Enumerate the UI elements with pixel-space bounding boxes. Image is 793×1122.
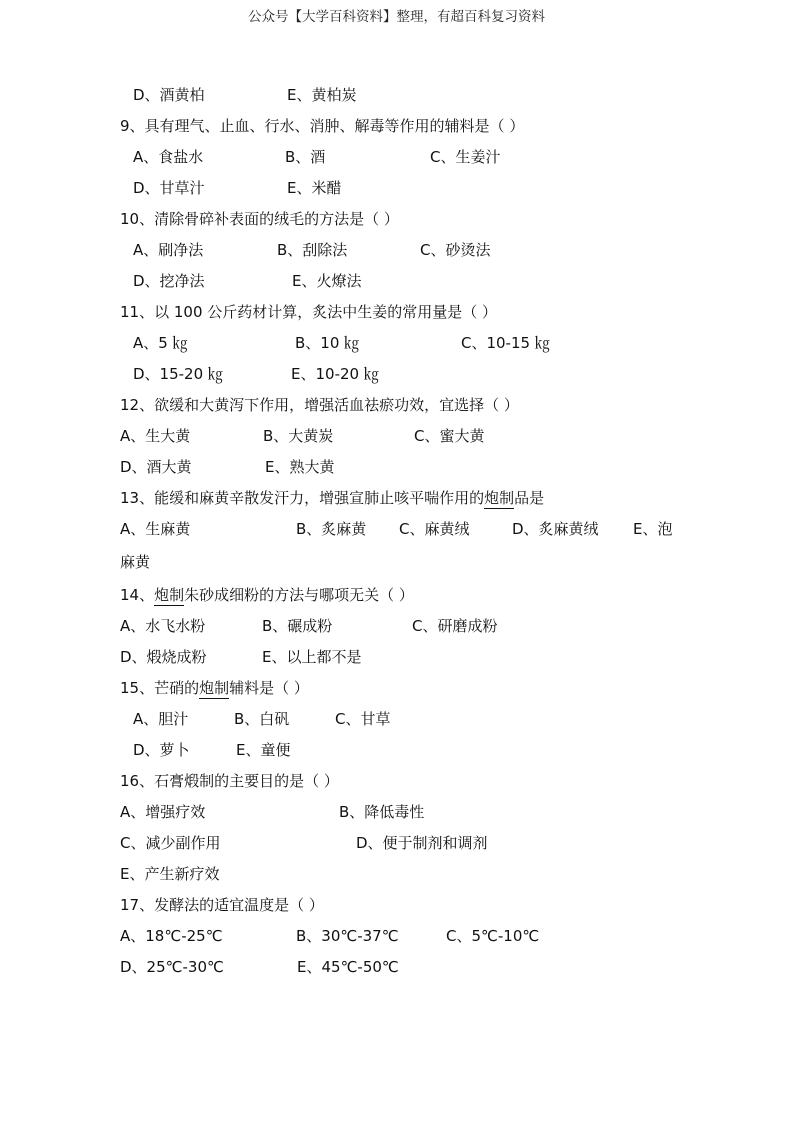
underlined-term: 炮制 — [199, 679, 230, 697]
question-list — [0, 84, 793, 987]
option-e: E、泡 — [633, 520, 673, 538]
stem-text: 14、 — [120, 586, 155, 604]
stem-text: 15、芒硝的 — [120, 679, 200, 697]
option-b: B、白矾 — [234, 710, 290, 728]
option-b: B、30℃-37℃ — [296, 927, 399, 945]
stem-text: 辅料是（ ） — [229, 679, 309, 697]
option-d: D、酒黄柏 — [133, 86, 205, 104]
option-a: A、刷净法 — [133, 241, 204, 259]
question-stem: 10、清除骨碎补表面的绒毛的方法是（ ） — [120, 210, 399, 228]
option-c: C、砂烫法 — [420, 241, 491, 259]
option-c: C、生姜汁 — [430, 148, 501, 166]
stem-text: 朱砂成细粉的方法与哪项无关（ ） — [184, 586, 414, 604]
question-11 — [0, 301, 793, 332]
option-b: B、10 ㎏ — [295, 334, 360, 352]
option-e: E、产生新疗效 — [120, 865, 220, 883]
options-row — [0, 146, 793, 177]
options-row — [0, 832, 793, 863]
option-c: C、麻黄绒 — [399, 520, 470, 538]
option-b: B、酒 — [285, 148, 326, 166]
options-row — [0, 615, 793, 646]
option-a: A、生麻黄 — [120, 520, 191, 538]
options-row — [0, 84, 793, 115]
underlined-term: 炮制 — [154, 586, 185, 604]
question-stem — [120, 677, 309, 698]
options-row — [0, 739, 793, 770]
question-15 — [0, 677, 793, 708]
question-stem: 12、欲缓和大黄泻下作用，增强活血祛瘀功效，宜选择（ ） — [120, 396, 519, 414]
option-e-continued: 麻黄 — [120, 553, 151, 571]
option-a: A、增强疗效 — [120, 803, 206, 821]
option-d: D、便于制剂和调剂 — [356, 834, 488, 852]
options-row-continued — [0, 551, 793, 584]
option-a: A、水飞水粉 — [120, 617, 206, 635]
option-a: A、胆汁 — [133, 710, 189, 728]
option-a: A、18℃-25℃ — [120, 927, 223, 945]
option-e: E、火燎法 — [292, 272, 362, 290]
option-a: A、5 ㎏ — [133, 334, 188, 352]
options-row — [0, 925, 793, 956]
options-row — [0, 518, 793, 551]
question-12 — [0, 394, 793, 425]
option-b: B、大黄炭 — [263, 427, 334, 445]
option-c: C、甘草 — [335, 710, 391, 728]
option-d: D、15-20 ㎏ — [133, 365, 223, 383]
options-row — [0, 239, 793, 270]
option-b: B、刮除法 — [277, 241, 348, 259]
option-d: D、萝卜 — [133, 741, 190, 759]
question-stem: 16、石膏煅制的主要目的是（ ） — [120, 772, 339, 790]
options-row — [0, 456, 793, 487]
option-e: E、45℃-50℃ — [297, 958, 399, 976]
options-row — [0, 801, 793, 832]
options-row — [0, 177, 793, 208]
option-e: E、熟大黄 — [265, 458, 335, 476]
question-stem: 9、具有理气、止血、行水、消肿、解毒等作用的辅料是（ ） — [120, 117, 525, 135]
option-d: D、挖净法 — [133, 272, 205, 290]
option-b: B、降低毒性 — [339, 803, 425, 821]
options-row — [0, 646, 793, 677]
option-e: E、童便 — [236, 741, 291, 759]
question-stem: 17、发酵法的适宜温度是（ ） — [120, 896, 324, 914]
option-a: A、食盐水 — [133, 148, 204, 166]
options-row — [0, 425, 793, 456]
question-17 — [0, 894, 793, 925]
option-d: D、煅烧成粉 — [120, 648, 207, 666]
option-e: E、黄柏炭 — [287, 86, 357, 104]
options-row — [0, 956, 793, 987]
option-b: B、炙麻黄 — [296, 520, 367, 538]
option-e: E、以上都不是 — [262, 648, 362, 666]
stem-text: 品是 — [514, 489, 545, 507]
underlined-term: 炮制 — [484, 489, 515, 507]
options-row — [0, 332, 793, 363]
option-b: B、碾成粉 — [262, 617, 333, 635]
option-c: C、10-15 ㎏ — [461, 334, 550, 352]
question-stem — [120, 584, 414, 605]
options-row — [0, 270, 793, 301]
options-row — [0, 863, 793, 894]
option-c: C、5℃-10℃ — [446, 927, 540, 945]
option-d: D、25℃-30℃ — [120, 958, 224, 976]
option-e: E、10-20 ㎏ — [291, 365, 379, 383]
option-d: D、甘草汁 — [133, 179, 205, 197]
option-c: C、减少副作用 — [120, 834, 221, 852]
option-e: E、米醋 — [287, 179, 342, 197]
question-stem: 11、以 100 公斤药材计算，炙法中生姜的常用量是（ ） — [120, 303, 498, 321]
question-13 — [0, 487, 793, 518]
question-stem — [120, 487, 544, 508]
options-row — [0, 708, 793, 739]
option-c: C、研磨成粉 — [412, 617, 498, 635]
option-d: D、炙麻黄绒 — [512, 520, 599, 538]
option-d: D、酒大黄 — [120, 458, 192, 476]
page-header: 公众号【大学百科资料】整理，有超百科复习资料 — [248, 9, 545, 25]
option-c: C、蜜大黄 — [414, 427, 485, 445]
question-14 — [0, 584, 793, 615]
question-9 — [0, 115, 793, 146]
option-a: A、生大黄 — [120, 427, 191, 445]
stem-text: 13、能缓和麻黄辛散发汗力，增强宣肺止咳平喘作用的 — [120, 489, 485, 507]
question-16 — [0, 770, 793, 801]
question-10 — [0, 208, 793, 239]
options-row — [0, 363, 793, 394]
